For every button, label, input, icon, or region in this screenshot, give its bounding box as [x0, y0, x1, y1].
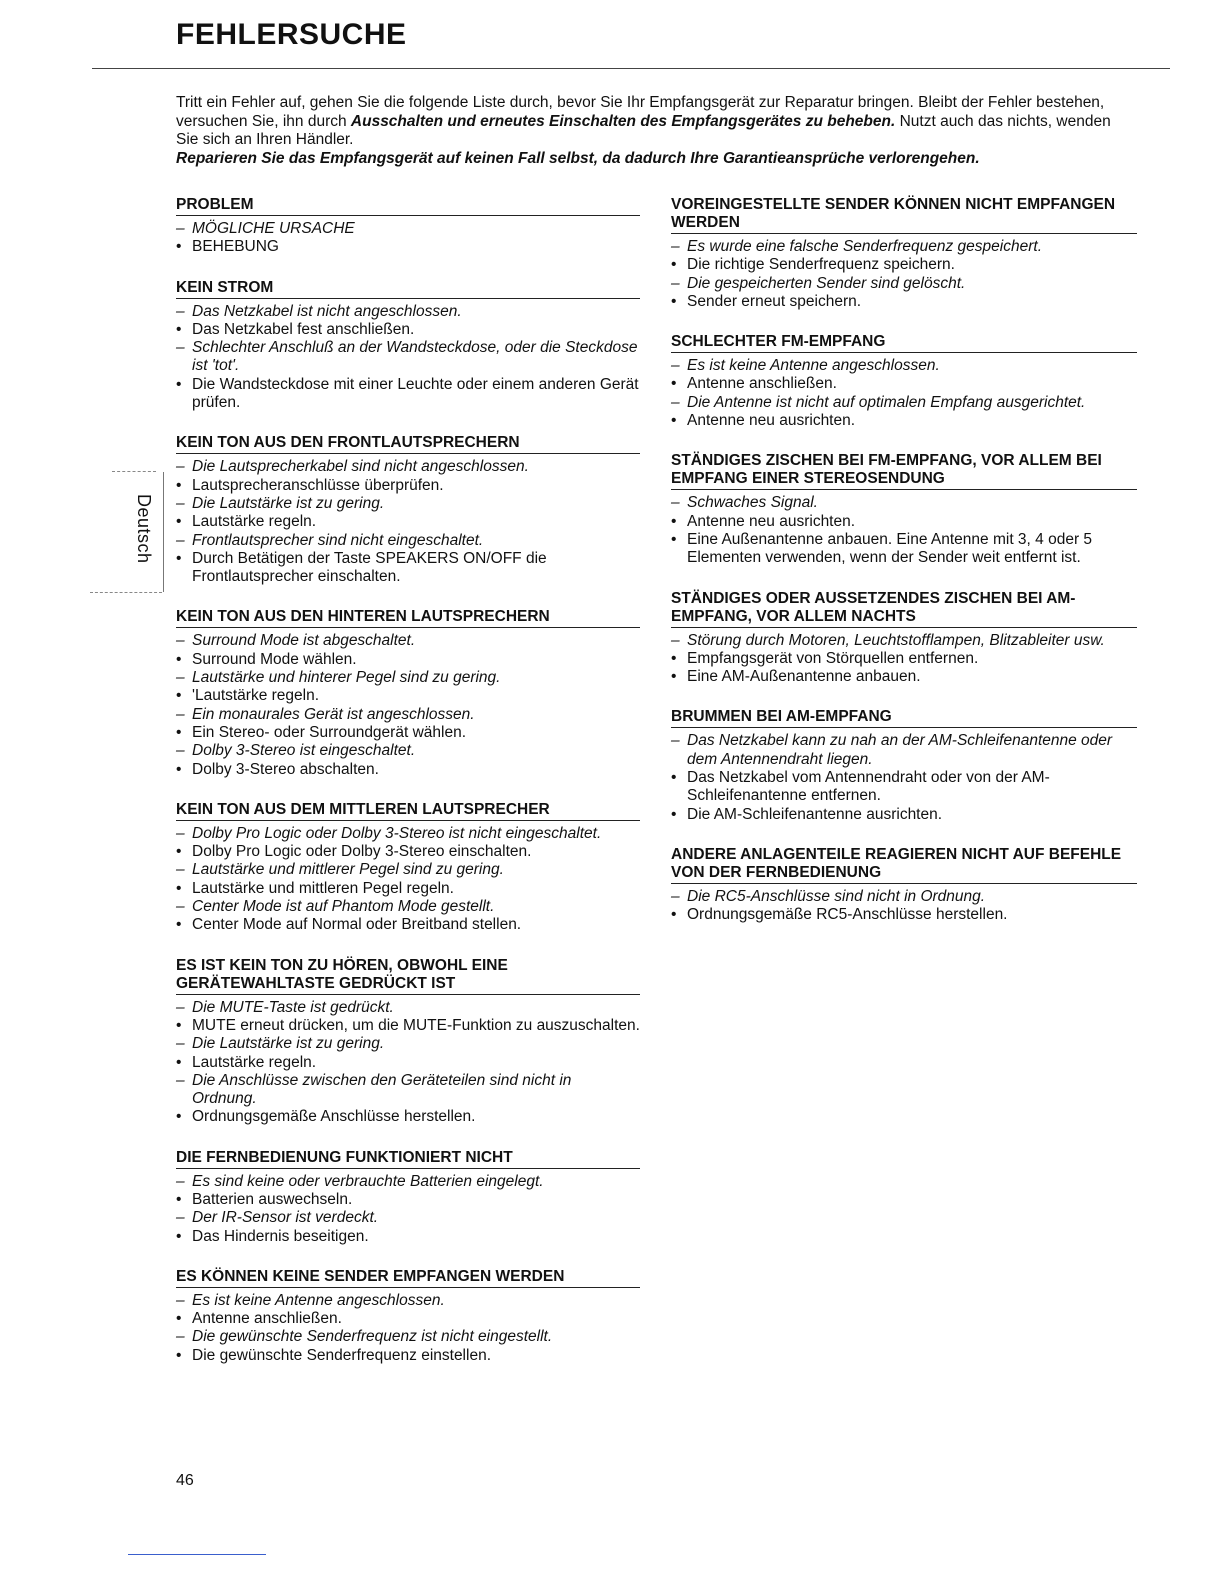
dash-marker: – — [176, 494, 185, 512]
dash-marker: – — [176, 220, 185, 237]
cause-item — [176, 861, 640, 879]
troubleshooting-section — [671, 333, 1137, 430]
entry-text: Schwaches Signal. — [687, 494, 818, 512]
section-title: KEIN TON AUS DEN HINTEREN LAUTSPRECHERN — [176, 608, 640, 628]
entry-text: Center Mode auf Normal oder Breitband stellen. — [192, 916, 522, 934]
troubleshooting-section — [176, 801, 640, 935]
entry-text: Das Netzkabel ist nicht angeschlossen. — [192, 302, 462, 320]
entry-text: Die MUTE-Taste ist gedrückt. — [192, 998, 394, 1016]
entry-text: Ordnungsgemäße Anschlüsse herstellen. — [192, 1108, 476, 1126]
entry-text: Sender erneut speichern. — [687, 292, 862, 310]
remedy-item — [176, 1228, 640, 1246]
entry-text: Antenne neu ausrichten. — [687, 412, 856, 430]
bottom-edge-line — [128, 1554, 266, 1555]
entry-text: MÖGLICHE URSACHE — [192, 220, 355, 237]
bullet-marker: • — [176, 760, 182, 778]
remedy-item — [176, 1054, 640, 1072]
entry-text: Durch Betätigen der Taste SPEAKERS ON/OFF die Frontlautsprecher einschalten. — [192, 549, 547, 586]
remedy-item — [671, 806, 1137, 824]
bullet-marker: • — [176, 916, 182, 934]
bullet-marker: • — [671, 805, 677, 823]
bullet-marker: • — [176, 1346, 182, 1364]
entry-text: Das Netzkabel vom Antennendraht oder von der AM-Schleifenantenne entfernen. — [687, 769, 1050, 805]
side-tab-dash-bottom — [90, 592, 162, 593]
title-divider — [92, 68, 1170, 69]
dash-marker: – — [176, 1071, 185, 1089]
entry-text: Ein Stereo- oder Surroundgerät wählen. — [192, 723, 466, 741]
entry-text: Die gewünschte Senderfrequenz einstellen. — [192, 1346, 491, 1364]
troubleshooting-section — [176, 196, 640, 257]
section-title: STÄNDIGES ODER AUSSETZENDES ZISCHEN BEI AM-EMPFANG, VOR ALLEM NACHTS — [671, 590, 1137, 628]
entry-text: Surround Mode wählen. — [192, 650, 357, 668]
bullet-marker: • — [176, 1108, 182, 1126]
intro-block — [176, 94, 1136, 168]
troubleshooting-section — [176, 608, 640, 778]
bullet-marker: • — [671, 668, 677, 686]
cause-item — [176, 632, 640, 650]
dash-marker: – — [176, 742, 185, 760]
entry-text: Lautstärke und hinterer Pegel sind zu gering. — [192, 669, 501, 687]
cause-item — [176, 495, 640, 513]
section-title: PROBLEM — [176, 196, 640, 216]
cause-item — [671, 357, 1137, 375]
entry-text: Die Lautstärke ist zu gering. — [192, 494, 385, 512]
dash-marker: – — [671, 887, 680, 905]
intro-bold-phrase: Ausschalten und erneutes Einschalten des Empfangsgerätes zu beheben. — [350, 112, 896, 130]
remedy-item — [671, 293, 1137, 311]
entry-text: Lautstärke und mittlerer Pegel sind zu gering. — [192, 861, 504, 879]
bullet-marker: • — [176, 879, 182, 897]
cause-item — [176, 1173, 640, 1191]
remedy-item — [176, 1017, 640, 1035]
cause-item — [671, 888, 1137, 906]
entry-text: Antenne neu ausrichten. — [687, 512, 856, 530]
dash-marker: – — [176, 302, 185, 320]
right-column — [671, 196, 1137, 947]
entry-text: Die Wandsteckdose mit einer Leuchte oder einem anderen Gerät prüfen. — [192, 375, 639, 412]
dash-marker: – — [671, 494, 680, 512]
troubleshooting-section — [671, 196, 1137, 311]
remedy-item — [671, 668, 1137, 686]
cause-item — [176, 706, 640, 724]
remedy-item — [671, 375, 1137, 393]
remedy-item — [176, 916, 640, 934]
bullet-marker: • — [176, 687, 182, 705]
entry-text: Eine AM-Außenantenne anbauen. — [687, 668, 921, 686]
remedy-item — [176, 238, 640, 256]
section-title: ES KÖNNEN KEINE SENDER EMPFANGEN WERDEN — [176, 1268, 640, 1288]
remedy-item — [176, 321, 640, 339]
remedy-item — [176, 1191, 640, 1209]
troubleshooting-section — [176, 957, 640, 1127]
remedy-item — [176, 1108, 640, 1126]
remedy-item — [671, 650, 1137, 668]
remedy-item — [176, 376, 640, 413]
remedy-item — [176, 550, 640, 587]
remedy-item — [671, 412, 1137, 430]
entry-text: BEHEBUNG — [192, 238, 279, 256]
entry-text: Empfangsgerät von Störquellen entfernen. — [687, 649, 979, 667]
remedy-item — [176, 651, 640, 669]
bullet-marker: • — [671, 769, 677, 787]
cause-item — [671, 394, 1137, 412]
bullet-marker: • — [176, 650, 182, 668]
page-number: 46 — [176, 1472, 194, 1489]
dash-marker: – — [176, 632, 185, 650]
left-column — [176, 196, 640, 1387]
entry-text: Das Netzkabel kann zu nah an der AM-Schleifenantenne oder dem Antennendraht liegen. — [687, 732, 1113, 768]
remedy-item — [176, 843, 640, 861]
bullet-marker: • — [176, 723, 182, 741]
remedy-item — [176, 477, 640, 495]
intro-paragraph — [176, 94, 1136, 150]
entry-text: Ein monaurales Gerät ist angeschlossen. — [192, 705, 475, 723]
intro-text-end: Nutzt auch das nichts, wenden Sie sich an Ihren Händler. — [176, 112, 1111, 148]
cause-item — [671, 238, 1137, 256]
cause-item — [176, 303, 640, 321]
dash-marker: – — [671, 732, 680, 750]
entry-text: Dolby Pro Logic oder Dolby 3-Stereo einschalten. — [192, 843, 532, 861]
section-title: DIE FERNBEDIENUNG FUNKTIONIERT NICHT — [176, 1149, 640, 1169]
troubleshooting-section — [176, 1268, 640, 1365]
dash-marker: – — [176, 705, 185, 723]
entry-text: Schlechter Anschluß an der Wandsteckdose, oder die Steckdose ist 'tot'. — [192, 339, 638, 375]
warranty-warning: Reparieren Sie das Empfangsgerät auf keinen Fall selbst, da dadurch Ihre Garantieansprüche verlorengehen. — [176, 149, 980, 167]
section-title: VOREINGESTELLTE SENDER KÖNNEN NICHT EMPFANGEN WERDEN — [671, 196, 1137, 234]
dash-marker: – — [176, 861, 185, 879]
troubleshooting-section — [176, 1149, 640, 1246]
entry-text: Die RC5-Anschlüsse sind nicht in Ordnung. — [687, 887, 986, 905]
bullet-marker: • — [671, 256, 677, 274]
cause-item — [176, 742, 640, 760]
entry-text: MUTE erneut drücken, um die MUTE-Funktion zu auszuschalten. — [192, 1016, 640, 1034]
bullet-marker: • — [176, 1310, 182, 1328]
remedy-item — [671, 769, 1137, 806]
troubleshooting-section — [176, 434, 640, 586]
remedy-item — [671, 906, 1137, 924]
entry-text: Center Mode ist auf Phantom Mode gestellt. — [192, 898, 495, 916]
dash-marker: – — [176, 998, 185, 1016]
bullet-marker: • — [176, 1190, 182, 1208]
entry-text: Es ist keine Antenne angeschlossen. — [192, 1291, 445, 1309]
cause-item — [671, 632, 1137, 650]
entry-text: Lautstärke regeln. — [192, 1053, 317, 1071]
dash-marker: – — [176, 1209, 185, 1227]
cause-item — [176, 458, 640, 476]
troubleshooting-section — [671, 452, 1137, 567]
troubleshooting-section — [176, 279, 640, 413]
entry-text: Die Lautsprecherkabel sind nicht angeschlossen. — [192, 458, 529, 476]
troubleshooting-section — [671, 846, 1137, 925]
cause-item — [176, 339, 640, 376]
entry-text: Lautstärke regeln. — [192, 513, 317, 531]
dash-marker: – — [671, 238, 680, 255]
dash-marker: – — [176, 458, 185, 476]
section-title: KEIN TON AUS DEN FRONTLAUTSPRECHERN — [176, 434, 640, 454]
cause-item — [176, 999, 640, 1017]
entry-text: Störung durch Motoren, Leuchtstofflampen, Blitzableiter usw. — [687, 631, 1105, 649]
intro-text-start: Tritt ein Fehler auf, gehen Sie die folgende Liste durch, bevor Sie Ihr Empfangsgerät zur Reparatur bringen. Bleibt der Fehler bestehen, versuchen Sie, ihn durch — [176, 94, 1105, 130]
bullet-marker: • — [176, 1227, 182, 1245]
dash-marker: – — [176, 1328, 185, 1346]
dash-marker: – — [176, 1291, 185, 1309]
bullet-marker: • — [671, 292, 677, 310]
remedy-item — [176, 513, 640, 531]
bullet-marker: • — [176, 513, 182, 531]
language-label: Deutsch — [134, 494, 154, 564]
entry-text: Die Anschlüsse zwischen den Geräteteilen sind nicht in Ordnung. — [192, 1071, 572, 1108]
entry-text: Das Hindernis beseitigen. — [192, 1227, 369, 1245]
cause-item — [176, 825, 640, 843]
dash-marker: – — [176, 339, 185, 357]
entry-text: Antenne anschließen. — [192, 1310, 342, 1328]
remedy-item — [176, 1347, 640, 1365]
remedy-item — [176, 761, 640, 779]
entry-text: Das Netzkabel fest anschließen. — [192, 320, 415, 338]
bullet-marker: • — [176, 476, 182, 494]
cause-item — [671, 732, 1137, 769]
dash-marker: – — [671, 393, 680, 411]
dash-marker: – — [671, 631, 680, 649]
entry-text: Die gewünschte Senderfrequenz ist nicht eingestellt. — [192, 1328, 553, 1346]
entry-text: Die Lautstärke ist zu gering. — [192, 1035, 385, 1053]
bullet-marker: • — [671, 530, 677, 548]
cause-item — [176, 669, 640, 687]
entry-text: Es ist keine Antenne angeschlossen. — [687, 357, 940, 375]
cause-item — [671, 275, 1137, 293]
entry-text: Surround Mode ist abgeschaltet. — [192, 632, 416, 650]
bullet-marker: • — [176, 843, 182, 861]
dash-marker: – — [671, 274, 680, 292]
page-title: FEHLERSUCHE — [176, 18, 407, 51]
bullet-marker: • — [671, 906, 677, 924]
entry-text: Antenne anschließen. — [687, 375, 837, 393]
bullet-marker: • — [176, 1053, 182, 1071]
bullet-marker: • — [176, 375, 182, 393]
remedy-item — [176, 724, 640, 742]
entry-text: Die Antenne ist nicht auf optimalen Empfang ausgerichtet. — [687, 393, 1086, 411]
cause-item — [671, 494, 1137, 512]
bullet-marker: • — [176, 238, 182, 256]
cause-item — [176, 1328, 640, 1346]
remedy-item — [671, 256, 1137, 274]
bullet-marker: • — [671, 412, 677, 430]
bullet-marker: • — [671, 375, 677, 393]
dash-marker: – — [176, 898, 185, 916]
troubleshooting-section — [671, 708, 1137, 823]
dash-marker: – — [176, 824, 185, 842]
dash-marker: – — [176, 669, 185, 687]
remedy-item — [176, 687, 640, 705]
section-title: ES IST KEIN TON ZU HÖREN, OBWOHL EINE GERÄTEWAHLTASTE GEDRÜCKT IST — [176, 957, 640, 995]
dash-marker: – — [176, 531, 185, 549]
entry-text: Der IR-Sensor ist verdeckt. — [192, 1209, 379, 1227]
section-title: BRUMMEN BEI AM-EMPFANG — [671, 708, 1137, 728]
cause-item — [176, 898, 640, 916]
entry-text: Frontlautsprecher sind nicht eingeschaltet. — [192, 531, 484, 549]
section-title: STÄNDIGES ZISCHEN BEI FM-EMPFANG, VOR ALLEM BEI EMPFANG EINER STEREOSENDUNG — [671, 452, 1137, 490]
cause-item — [176, 532, 640, 550]
entry-text: Lautstärke und mittleren Pegel regeln. — [192, 879, 454, 897]
bullet-marker: • — [176, 549, 182, 567]
entry-text: 'Lautstärke regeln. — [192, 687, 320, 705]
cause-item — [176, 1072, 640, 1109]
cause-item — [176, 1292, 640, 1310]
entry-text: Batterien auswechseln. — [192, 1190, 353, 1208]
entry-text: Es sind keine oder verbrauchte Batterien eingelegt. — [192, 1172, 544, 1190]
entry-text: Dolby 3-Stereo abschalten. — [192, 760, 379, 778]
remedy-item — [176, 1310, 640, 1328]
entry-text: Die AM-Schleifenantenne ausrichten. — [687, 805, 943, 823]
entry-text: Eine Außenantenne anbauen. Eine Antenne mit 3, 4 oder 5 Elementen verwenden, wenn der Sender weit entfernt ist. — [687, 530, 1093, 567]
remedy-item — [671, 513, 1137, 531]
entry-text: Ordnungsgemäße RC5-Anschlüsse herstellen. — [687, 906, 1008, 924]
section-title: ANDERE ANLAGENTEILE REAGIEREN NICHT AUF BEFEHLE VON DER FERNBEDIENUNG — [671, 846, 1137, 884]
entry-text: Die richtige Senderfrequenz speichern. — [687, 256, 955, 274]
cause-item — [176, 1035, 640, 1053]
entry-text: Die gespeicherten Sender sind gelöscht. — [687, 274, 966, 292]
remedy-item — [671, 531, 1137, 568]
dash-marker: – — [176, 1035, 185, 1053]
entry-text: Es wurde eine falsche Senderfrequenz gespeichert. — [687, 238, 1042, 255]
entry-text: Lautsprecheranschlüsse überprüfen. — [192, 476, 444, 494]
bullet-marker: • — [176, 320, 182, 338]
bullet-marker: • — [671, 649, 677, 667]
section-title: SCHLECHTER FM-EMPFANG — [671, 333, 1137, 353]
troubleshooting-section — [671, 590, 1137, 687]
cause-item — [176, 220, 640, 238]
dash-marker: – — [176, 1172, 185, 1190]
section-title: KEIN STROM — [176, 279, 640, 299]
cause-item — [176, 1209, 640, 1227]
remedy-item — [176, 880, 640, 898]
bullet-marker: • — [671, 512, 677, 530]
dash-marker: – — [671, 357, 680, 375]
language-side-tab — [125, 472, 164, 592]
bullet-marker: • — [176, 1016, 182, 1034]
section-title: KEIN TON AUS DEM MITTLEREN LAUTSPRECHER — [176, 801, 640, 821]
entry-text: Dolby Pro Logic oder Dolby 3-Stereo ist nicht eingeschaltet. — [192, 824, 602, 842]
entry-text: Dolby 3-Stereo ist eingeschaltet. — [192, 742, 416, 760]
